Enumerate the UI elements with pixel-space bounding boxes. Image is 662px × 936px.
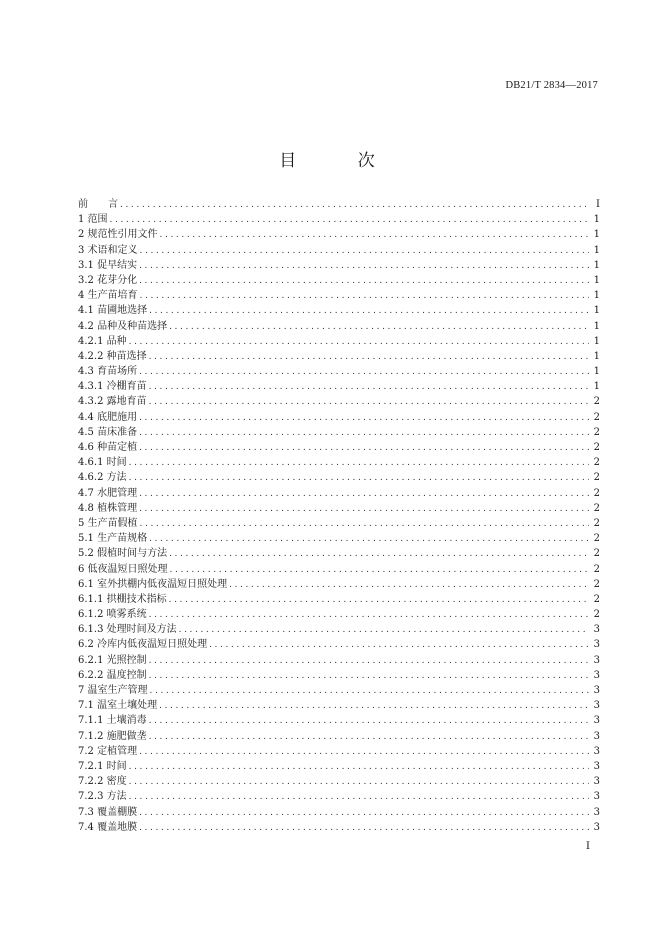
toc-dot-leader xyxy=(129,760,589,775)
toc-entry-label: 4.2.1 品种 xyxy=(78,335,127,347)
toc-dot-leader xyxy=(129,335,589,350)
toc-entry-page: 3 xyxy=(593,715,600,727)
toc-entry[interactable] xyxy=(78,470,600,485)
toc-entry[interactable] xyxy=(78,789,600,804)
toc-entry-page: 2 xyxy=(593,609,600,621)
toc-dot-leader xyxy=(149,380,589,395)
toc-entry[interactable] xyxy=(78,683,600,698)
toc-entry-page: 2 xyxy=(593,517,600,529)
toc-entry-label: 7.2 定植管理 xyxy=(78,745,138,757)
toc-entry[interactable] xyxy=(78,668,600,683)
toc-entry-page: 2 xyxy=(593,442,600,453)
toc-dot-leader xyxy=(149,654,589,669)
toc-entry-page: 1 xyxy=(593,244,600,256)
page-title: 目 次 xyxy=(279,151,403,171)
toc-dot-leader xyxy=(140,244,589,259)
toc-entry-page: 2 xyxy=(593,533,600,545)
toc-entry[interactable] xyxy=(78,379,600,394)
toc-entry-label: 前 言 xyxy=(78,199,118,210)
toc-entry-label: 4.3.2 露地育苗 xyxy=(78,396,147,408)
toc-entry-label: 6.2.2 温度控制 xyxy=(78,669,147,681)
toc-entry-label: 4.8 植株管理 xyxy=(78,502,138,514)
toc-dot-leader xyxy=(139,745,589,760)
toc-entry-label: 7.2.2 密度 xyxy=(78,776,127,788)
toc-entry-label: 4.3 育苗场所 xyxy=(78,366,138,378)
toc-entry[interactable] xyxy=(78,592,600,607)
toc-dot-leader xyxy=(149,350,589,365)
toc-entry[interactable] xyxy=(78,425,600,440)
toc-entry-page: 3 xyxy=(593,685,600,696)
toc-entry-page: 3 xyxy=(593,654,600,666)
toc-dot-leader xyxy=(169,320,589,335)
toc-entry-page: 2 xyxy=(593,411,600,423)
toc-entry-page: 3 xyxy=(593,760,600,772)
toc-entry[interactable] xyxy=(78,759,600,774)
toc-entry-label: 3.1 促早结实 xyxy=(78,259,138,271)
toc-entry[interactable] xyxy=(78,410,600,425)
toc-entry[interactable] xyxy=(78,607,600,622)
toc-entry-page: 2 xyxy=(593,426,600,438)
toc-entry-label: 4.6.2 方法 xyxy=(78,472,127,484)
toc-dot-leader xyxy=(170,563,589,578)
toc-dot-leader xyxy=(139,259,589,274)
toc-entry-page: 2 xyxy=(593,457,600,469)
toc-dot-leader xyxy=(149,714,589,729)
toc-entry-page: 3 xyxy=(593,730,600,742)
toc-entry-label: 7.1 温室土壤处理 xyxy=(78,700,158,712)
toc-entry-label: 4.2.2 种苗选择 xyxy=(78,350,147,362)
toc-entry-page: 2 xyxy=(593,472,600,484)
toc-dot-leader xyxy=(229,578,589,593)
toc-entry[interactable] xyxy=(78,713,600,728)
toc-entry-label: 4 生产苗培育 xyxy=(78,290,138,302)
toc-dot-leader xyxy=(139,441,589,456)
toc-dot-leader xyxy=(149,669,589,684)
toc-entry-label: 6.2 冷库内低夜温短日照处理 xyxy=(78,639,208,651)
toc-dot-leader xyxy=(150,684,589,699)
toc-dot-leader xyxy=(129,775,589,790)
toc-entry[interactable] xyxy=(78,455,600,470)
toc-entry[interactable] xyxy=(78,637,600,652)
toc-entry-label: 4.6.1 时间 xyxy=(78,457,127,469)
toc-entry[interactable] xyxy=(78,394,600,409)
toc-dot-leader xyxy=(139,806,589,821)
toc-entry-label: 7.1.2 施肥做垄 xyxy=(78,730,147,742)
toc-dot-leader xyxy=(139,502,589,517)
page-number: I xyxy=(585,840,590,852)
toc-dot-leader xyxy=(129,471,589,486)
toc-entry[interactable] xyxy=(78,562,600,577)
toc-entry-page: 2 xyxy=(593,578,600,590)
toc-dot-leader xyxy=(169,547,589,562)
toc-dot-leader xyxy=(149,608,589,623)
toc-entry[interactable] xyxy=(78,364,600,379)
toc-entry-page: 3 xyxy=(593,776,600,788)
toc-entry[interactable] xyxy=(78,334,600,349)
toc-entry-label: 7 温室生产管理 xyxy=(78,685,148,696)
toc-entry-label: 5.2 假植时间与方法 xyxy=(78,548,168,560)
toc-entry[interactable] xyxy=(78,698,600,713)
toc-entry[interactable] xyxy=(78,486,600,501)
toc-dot-leader xyxy=(139,426,589,441)
toc-entry-page: 1 xyxy=(593,290,600,302)
toc-entry[interactable] xyxy=(78,197,600,212)
toc-dot-leader xyxy=(139,821,589,836)
toc-entry-page: 1 xyxy=(593,229,600,241)
toc-dot-leader xyxy=(139,411,589,426)
toc-entry-label: 6 低夜温短日照处理 xyxy=(78,563,168,575)
toc-entry-page: 2 xyxy=(593,396,600,408)
toc-entry[interactable] xyxy=(78,227,600,242)
toc-entry-page: 2 xyxy=(593,487,600,499)
toc-dot-leader xyxy=(149,730,589,745)
toc-dot-leader xyxy=(209,638,589,653)
toc-dot-leader xyxy=(139,487,589,502)
toc-dot-leader xyxy=(140,517,589,532)
toc-entry[interactable] xyxy=(78,319,600,334)
toc-entry-label: 4.7 水肥管理 xyxy=(78,487,138,499)
toc-entry-page: 3 xyxy=(593,745,600,757)
toc-entry[interactable] xyxy=(78,820,600,835)
toc-dot-leader xyxy=(159,699,589,714)
toc-entry-page: 1 xyxy=(593,274,600,286)
toc-entry-page: 1 xyxy=(593,366,600,378)
toc-entry[interactable] xyxy=(78,516,600,531)
toc-entry[interactable] xyxy=(78,546,600,561)
toc-entry[interactable] xyxy=(78,258,600,273)
toc-dot-leader xyxy=(139,365,589,380)
toc-entry-label: 7.2.1 时间 xyxy=(78,760,127,772)
toc-entry[interactable] xyxy=(78,805,600,820)
toc-entry-label: 6.1.3 处理时间及方法 xyxy=(78,624,177,636)
toc-entry-label: 6.1.2 喷雾系统 xyxy=(78,609,147,621)
toc-entry-page: 3 xyxy=(593,791,600,803)
toc-entry-label: 6.1.1 拱棚技术指标 xyxy=(78,593,167,605)
toc-entry-label: 5.1 生产苗规格 xyxy=(78,533,148,545)
toc-entry-page: 3 xyxy=(593,821,600,833)
document-code: DB21/T 2834—2017 xyxy=(505,80,598,91)
toc-entry[interactable] xyxy=(78,349,600,364)
toc-entry-label: 6.1 室外拱棚内低夜温短日照处理 xyxy=(78,578,228,590)
toc-entry-label: 4.5 苗床准备 xyxy=(78,426,138,438)
toc-entry[interactable] xyxy=(78,273,600,288)
toc-dot-leader xyxy=(139,274,589,289)
toc-dot-leader xyxy=(149,395,589,410)
toc-entry-label: 4.1 苗圃地选择 xyxy=(78,305,148,317)
toc-entry[interactable] xyxy=(78,729,600,744)
toc-entry-page: 3 xyxy=(593,806,600,818)
table-of-contents xyxy=(78,197,600,835)
toc-entry-page: 3 xyxy=(593,669,600,681)
toc-entry-page: 2 xyxy=(593,548,600,560)
toc-entry-label: 4.2 品种及种苗选择 xyxy=(78,320,168,332)
toc-dot-leader xyxy=(129,456,589,471)
toc-dot-leader xyxy=(169,593,589,608)
toc-entry-page: 3 xyxy=(593,639,600,651)
toc-entry-label: 3.2 花芽分化 xyxy=(78,274,138,286)
toc-entry-page: 1 xyxy=(593,305,600,317)
toc-entry-label: 4.6 种苗定植 xyxy=(78,442,138,453)
toc-entry-label: 7.3 覆盖棚膜 xyxy=(78,806,138,818)
toc-dot-leader xyxy=(110,213,589,228)
toc-entry-page: 1 xyxy=(593,320,600,332)
toc-entry-page: I xyxy=(596,199,600,210)
toc-entry[interactable] xyxy=(78,212,600,227)
toc-dot-leader xyxy=(120,198,589,213)
toc-entry[interactable] xyxy=(78,501,600,516)
toc-dot-leader xyxy=(149,532,589,547)
toc-entry[interactable] xyxy=(78,303,600,318)
toc-entry[interactable] xyxy=(78,440,600,455)
toc-entry-page: 2 xyxy=(593,502,600,514)
toc-entry-label: 7.4 覆盖地膜 xyxy=(78,821,138,833)
toc-entry-page: 1 xyxy=(593,335,600,347)
toc-entry[interactable] xyxy=(78,531,600,546)
toc-entry[interactable] xyxy=(78,243,600,258)
toc-entry-page: 2 xyxy=(593,593,600,605)
toc-entry-label: 2 规范性引用文件 xyxy=(78,229,158,241)
toc-entry-page: 1 xyxy=(593,259,600,271)
toc-entry-page: 1 xyxy=(593,350,600,362)
toc-dot-leader xyxy=(149,304,589,319)
toc-entry-page: 2 xyxy=(593,563,600,575)
toc-entry-page: 1 xyxy=(593,381,600,393)
toc-entry-label: 5 生产苗假植 xyxy=(78,517,138,529)
toc-entry-label: 3 术语和定义 xyxy=(78,244,138,256)
toc-dot-leader xyxy=(140,289,589,304)
toc-entry-label: 1 范围 xyxy=(78,214,108,226)
toc-entry[interactable] xyxy=(78,653,600,668)
toc-entry-label: 6.2.1 光照控制 xyxy=(78,654,147,666)
toc-entry[interactable] xyxy=(78,622,600,637)
toc-entry[interactable] xyxy=(78,774,600,789)
toc-entry[interactable] xyxy=(78,744,600,759)
toc-dot-leader xyxy=(160,228,589,243)
toc-dot-leader xyxy=(179,623,589,638)
toc-entry-page: 3 xyxy=(593,700,600,712)
toc-entry-label: 4.4 底肥施用 xyxy=(78,411,138,423)
toc-dot-leader xyxy=(129,790,589,805)
toc-entry-label: 7.1.1 土壤消毒 xyxy=(78,715,147,727)
toc-entry-label: 4.3.1 冷棚育苗 xyxy=(78,381,147,393)
toc-entry[interactable] xyxy=(78,577,600,592)
toc-entry-page: 3 xyxy=(593,624,600,636)
toc-entry[interactable] xyxy=(78,288,600,303)
toc-entry-page: 1 xyxy=(593,214,600,226)
toc-entry-label: 7.2.3 方法 xyxy=(78,791,127,803)
